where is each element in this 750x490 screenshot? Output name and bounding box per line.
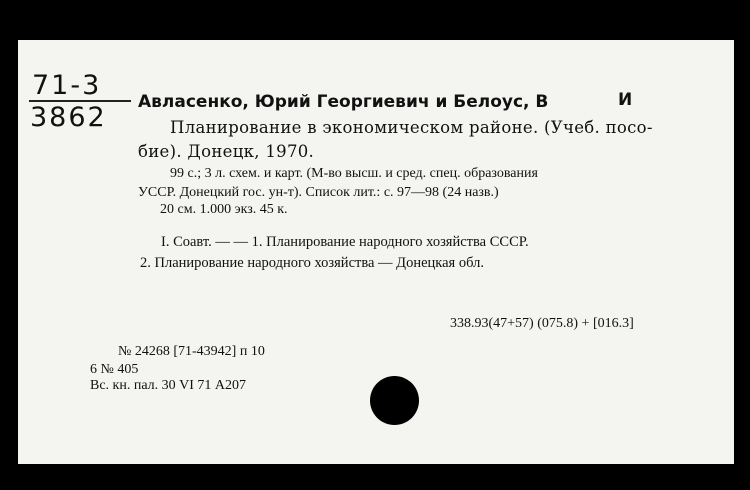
punch-hole (370, 376, 419, 425)
description-line-3: 20 см. 1.000 экз. 45 к. (160, 202, 288, 217)
title-line-2: бие). Донецк, 1970. (138, 142, 315, 161)
registry-chamber-line: Вс. кн. пал. 30 VI 71 А207 (90, 378, 247, 393)
subject-line-1: I. Соавт. — — 1. Планирование народного хозяйства СССР. (161, 234, 529, 250)
registry-copies-line: 6 № 405 (90, 362, 139, 377)
call-number-bottom: 3862 (30, 102, 107, 133)
author-line: Авласенко, Юрий Георгиевич и Белоус, В (138, 92, 549, 112)
description-line-1: 99 с.; 3 л. схем. и карт. (М-во высш. и сред. спец. образования (170, 166, 538, 181)
catalog-card (18, 40, 734, 464)
registry-record-line: № 24268 [71-43942] п 10 (118, 344, 265, 359)
classification-index: 338.93(47+57) (075.8) + [016.3] (450, 316, 634, 331)
call-number-top: 71-3 (32, 70, 102, 101)
author-initial: И (618, 90, 633, 110)
description-line-2: УССР. Донецкий гос. ун-т). Список лит.: с. 97—98 (24 назв.) (138, 185, 499, 200)
subject-line-2: 2. Планирование народного хозяйства — Донецкая обл. (140, 255, 484, 271)
title-line-1: Планирование в экономическом районе. (Учеб. посо- (170, 118, 653, 137)
